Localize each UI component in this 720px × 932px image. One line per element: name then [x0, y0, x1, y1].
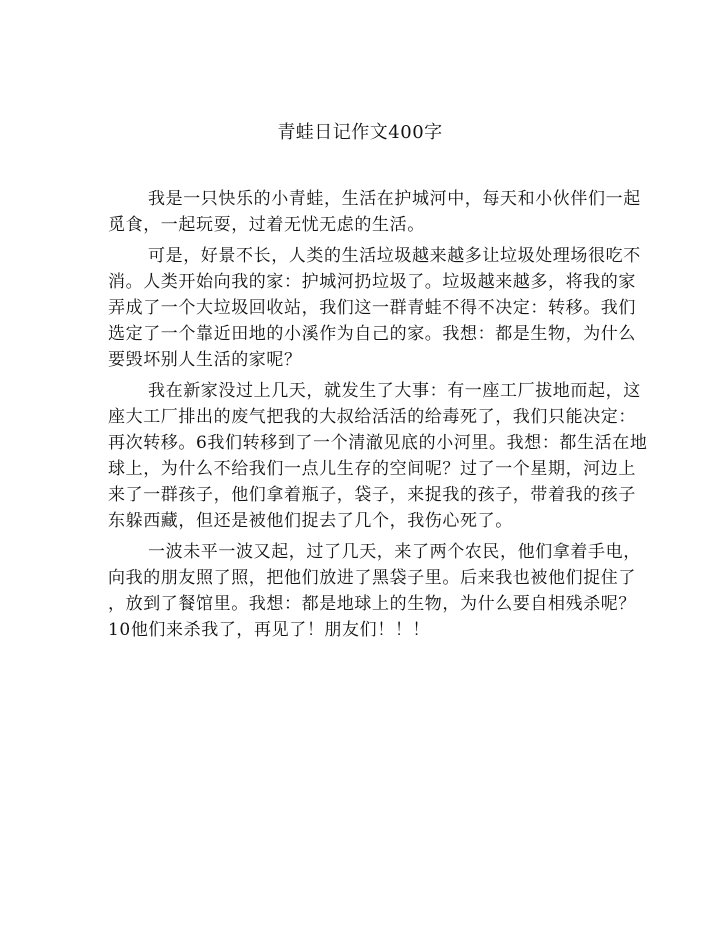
text-line: 要毁坏别人生活的家呢？: [108, 350, 302, 370]
paragraph-2: [108, 243, 641, 373]
text-line: 再次转移。6我们转移到了一个清澈见底的小河里。我想：都生活在地: [108, 433, 648, 453]
text-line: 球上，为什么不给我们一点儿生存的空间呢？过了一个星期，河边上: [108, 459, 636, 479]
text-line: 一波未平一波又起，过了几天，来了两个农民，他们拿着手电，: [148, 542, 641, 562]
document-body: [108, 186, 648, 648]
paragraph-3: [108, 378, 648, 534]
text-line: 座大工厂排出的废气把我的大叔给活活的给毒死了，我们只能决定：: [108, 407, 636, 427]
text-line: 觅食，一起玩耍，过着无忧无虑的生活。: [108, 215, 425, 235]
text-line: 我在新家没过上几天，就发生了大事：有一座工厂拔地而起，这: [148, 381, 641, 401]
text-line: 可是，好景不长，人类的生活垃圾越来越多让垃圾处理场很吃不: [148, 246, 641, 266]
text-line: 消。人类开始向我的家：护城河扔垃圾了。垃圾越来越多，将我的家: [108, 272, 636, 292]
text-line: 弄成了一个大垃圾回收站，我们这一群青蛙不得不决定：转移。我们: [108, 298, 636, 318]
text-line: 向我的朋友照了照，把他们放进了黑袋子里。后来我也被他们捉住了: [108, 568, 636, 588]
paragraph-4: [108, 539, 641, 643]
paragraph-1: [108, 186, 641, 238]
text-line: ，放到了餐馆里。我想：都是地球上的生物，为什么要自相残杀呢？: [108, 594, 636, 614]
text-line: 东躲西藏，但还是被他们捉去了几个，我伤心死了。: [108, 511, 513, 531]
text-line: 我是一只快乐的小青蛙，生活在护城河中，每天和小伙伴们一起: [148, 189, 641, 209]
text-line: 10他们来杀我了，再见了！朋友们！！！: [108, 620, 431, 640]
text-line: 选定了一个靠近田地的小溪作为自己的家。我想：都是生物，为什么: [108, 324, 636, 344]
text-line: 来了一群孩子，他们拿着瓶子，袋子，来捉我的孩子，带着我的孩子: [108, 485, 636, 505]
document-title: 青蛙日记作文400字: [277, 122, 443, 143]
